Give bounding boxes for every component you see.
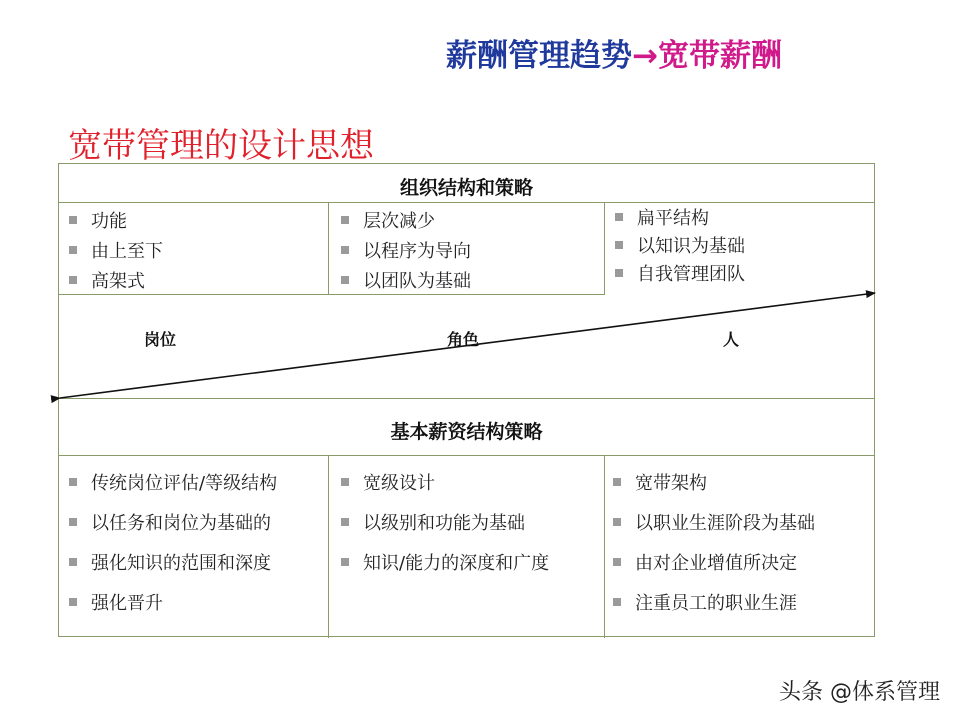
list-item: 功能 [69, 205, 163, 235]
list-item: 知识/能力的深度和广度 [341, 542, 549, 582]
list-item: 由上至下 [69, 235, 163, 265]
watermark: 头条 @体系管理 [779, 680, 940, 705]
axis-label-role: 角色 [447, 330, 480, 349]
list-item: 以团队为基础 [341, 265, 471, 295]
list-item: 层次减少 [341, 205, 471, 235]
slide-subtitle: 宽带管理的设计思想 [68, 126, 374, 166]
list-item: 以职业生涯阶段为基础 [613, 502, 815, 542]
list-item: 注重员工的职业生涯 [613, 582, 815, 622]
bottom-section-title: 基本薪资结构策略 [390, 421, 543, 443]
axis-label-position: 岗位 [144, 330, 177, 349]
title-part1: 薪酬管理趋势 [446, 38, 632, 74]
list-item: 以程序为导向 [341, 235, 471, 265]
list-item: 强化知识的范围和深度 [69, 542, 277, 582]
list-item: 以任务和岗位为基础的 [69, 502, 277, 542]
top-section-title: 组织结构和策略 [399, 177, 533, 199]
list-item: 宽带架构 [613, 462, 815, 502]
list-item: 强化晋升 [69, 582, 277, 622]
title-part2: 宽带薪酬 [657, 38, 782, 74]
axis-label-person: 人 [723, 330, 740, 349]
list-item: 传统岗位评估/等级结构 [69, 462, 277, 502]
title-arrow-icon: → [632, 38, 658, 74]
list-item: 由对企业增值所决定 [613, 542, 815, 582]
list-item: 以级别和功能为基础 [341, 502, 549, 542]
list-item: 宽级设计 [341, 462, 549, 502]
list-item: 自我管理团队 [615, 259, 745, 287]
list-item: 以知识为基础 [615, 231, 745, 259]
list-item: 高架式 [69, 265, 163, 295]
list-item: 扁平结构 [615, 203, 745, 231]
